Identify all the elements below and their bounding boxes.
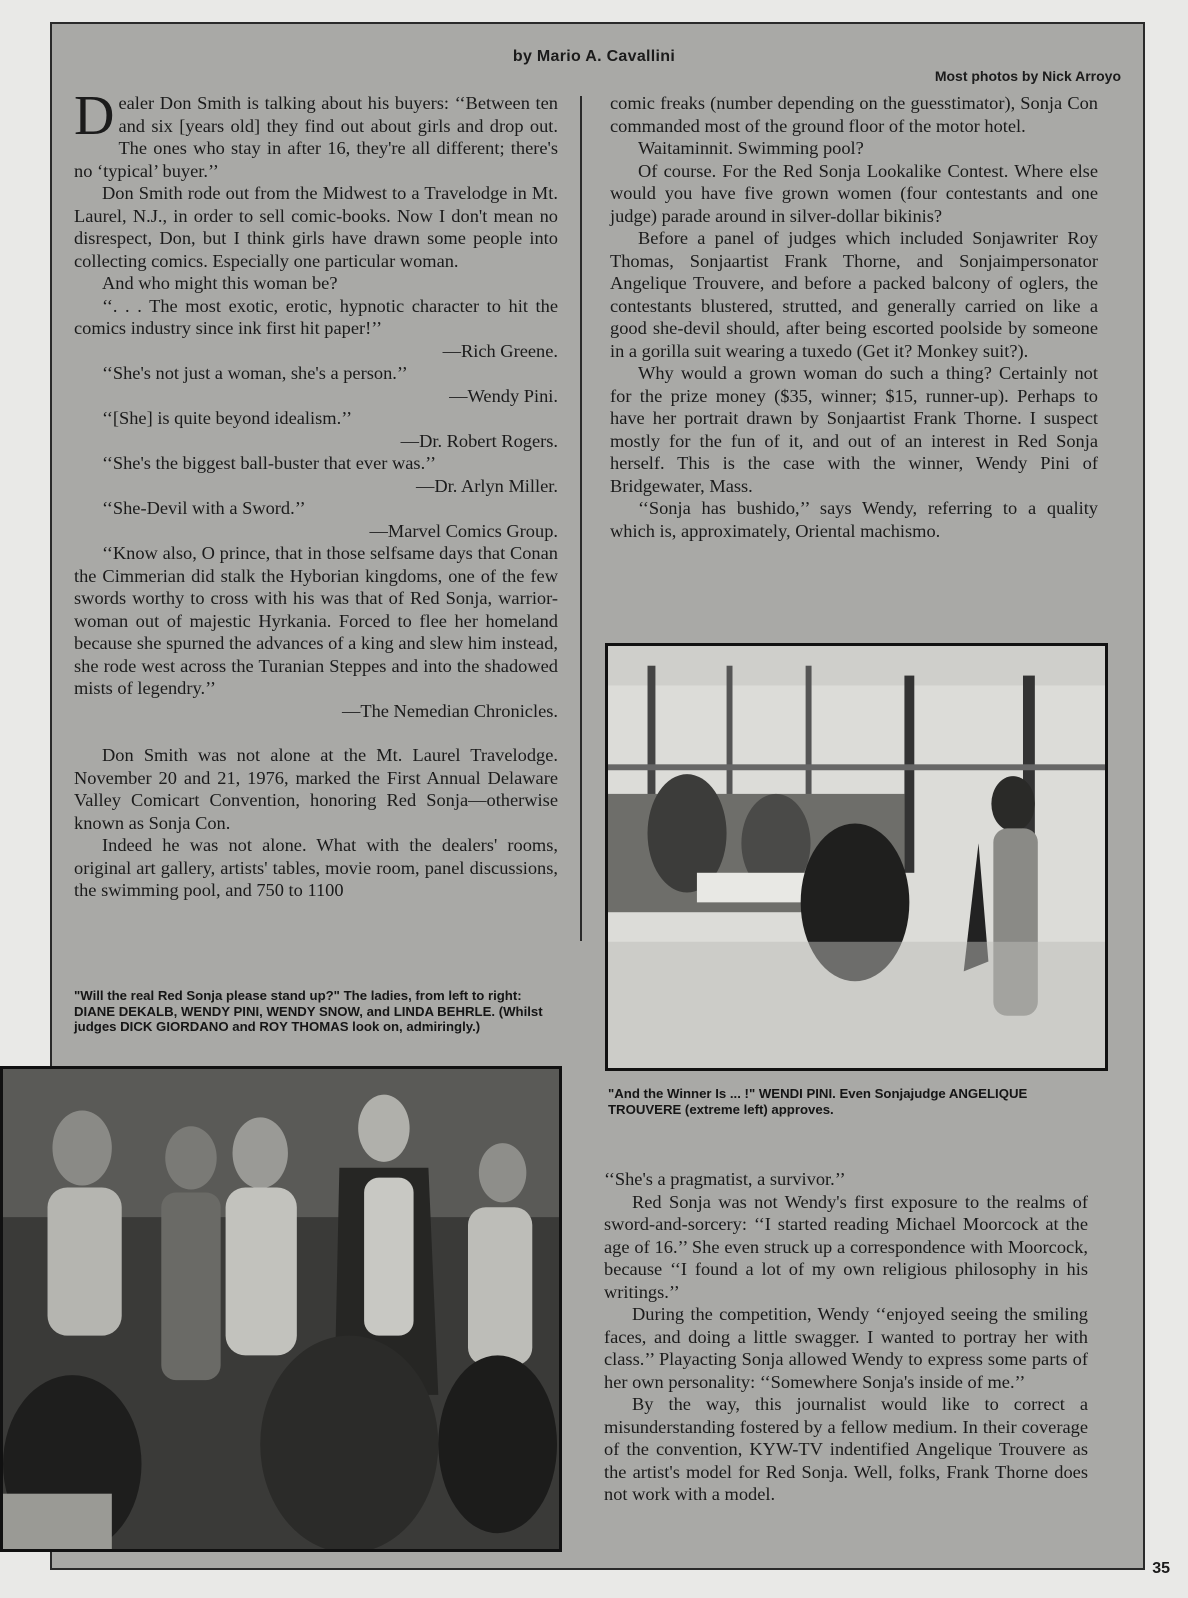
quote-attribution: —Wendy Pini. (449, 385, 558, 406)
article-paragraph: ‘‘She's a pragmatist, a survivor.’’ (604, 1169, 846, 1189)
quote: ‘‘[She] is quite beyond idealism.’’ (102, 408, 353, 428)
article-paragraph: Dealer Don Smith is talking about his buyers: ‘‘Between ten and six [years old] they find out about girls and drop out. The ones who stay in after 16, they're all different; there's no ‘typical’ buyer.’’ (74, 85, 558, 181)
winner-photo-illustration (608, 646, 1105, 1068)
winner-photo (605, 643, 1108, 1071)
quote-attribution: —Rich Greene. (442, 340, 558, 361)
article-paragraph: comic freaks (number depending on the guesstimator), Sonja Con commanded most of the ground floor of the motor hotel. (610, 93, 1098, 136)
quote: ‘‘She's the biggest ball-buster that ever was.’’ (102, 453, 437, 473)
quote: ‘‘Know also, O prince, that in those selfsame days that Conan the Cimmerian did stalk the Hyborian kingdoms, one of the few swords worthy to cross with his was that of Red Sonja, warrior-woman out of majestic Hyrkania. Forced to flee her homeland because she spurned the advances of a king and slew him instead, she rode west across the Turanian Steppes and into the shadowed mists of legendry.’’ (74, 543, 558, 698)
article-paragraph: During the competition, Wendy ‘‘enjoyed seeing the smiling faces, and doing a little swagger. I wanted to portray her with class.’’ Playacting Sonja allowed Wendy to express some parts of her own personality: ‘‘Somewhere Sonja's inside of me.’’ (604, 1304, 1088, 1392)
page-number: 35 (1152, 1560, 1170, 1577)
article-paragraph: Before a panel of judges which included Sonjawriter Roy Thomas, Sonjaartist Frank Thorne, and Sonjaimpersonator Angelique Trouvere, and before a packed balcony of oglers, the contestants blustered, strutted, and generally carried on like a good she-devil should, after being escorted poolside by someone in a gorilla suit wearing a tuxedo (Get it? Monkey suit?). (610, 228, 1098, 361)
article-paragraph: By the way, this journalist would like to correct a misunderstanding fostered by a fellow medium. In their coverage of the convention, KYW-TV indentified Angelique Trouvere as the artist's model for Red Sonja. Well, folks, Frank Thorne does not work with a model. (604, 1394, 1088, 1504)
article-left-column (74, 85, 558, 902)
contestants-photo-illustration (3, 1069, 559, 1549)
contestants-photo (0, 1066, 562, 1552)
article-right-column-bottom (604, 1168, 1088, 1506)
article-right-column-top (610, 92, 1098, 542)
quote-attribution: —Dr. Arlyn Miller. (415, 475, 558, 496)
byline: by Mario A. Cavallini (512, 48, 676, 65)
photo-credit: Most photos by Nick Arroyo (934, 68, 1121, 84)
article-paragraph: Indeed he was not alone. What with the dealers' rooms, original art gallery, artists' tables, movie room, panel discussions, the swimming pool, and 750 to 1100 (74, 835, 558, 900)
quote: ‘‘She-Devil with a Sword.’’ (102, 498, 306, 518)
quote-attribution: —Marvel Comics Group. (369, 520, 558, 541)
photo-caption-right: "And the Winner Is ... !" WENDI PINI. Even Sonjajudge ANGELIQUE TROUVERE (extreme left) approves. (608, 1086, 1028, 1117)
quote: ‘‘. . . The most exotic, erotic, hypnotic character to hit the comics industry since ink first hit paper!’’ (74, 295, 558, 338)
article-paragraph: Waitaminnit. Swimming pool? (638, 138, 864, 158)
article-paragraph: And who might this woman be? (102, 273, 338, 293)
article-paragraph: Of course. For the Red Sonja Lookalike Contest. Where else would you have five grown women (four contestants and one judge) parade around in silver-dollar bikinis? (610, 160, 1098, 226)
quote: ‘‘She's not just a woman, she's a person.’’ (102, 363, 408, 383)
column-rule (580, 96, 582, 941)
article-paragraph: ‘‘Sonja has bushido,’’ says Wendy, referring to a quality which is, approximately, Oriental machismo. (610, 498, 1098, 541)
article-paragraph: Don Smith rode out from the Midwest to a Travelodge in Mt. Laurel, N.J., in order to sell comic-books. Now I don't mean no disrespect, Don, but I think girls have drawn some people into collecting comics. Especially one particular woman. (74, 183, 558, 271)
quote-attribution: —Dr. Robert Rogers. (400, 430, 558, 451)
article-paragraph: Red Sonja was not Wendy's first exposure to the realms of sword-and-sorcery: ‘‘I started reading Michael Moorcock at the age of 16.’’ She even struck up a correspondence with Moorcock, because ‘‘I found a lot of my own religious philosophy in his writings.’’ (604, 1191, 1088, 1302)
photo-caption-left: "Will the real Red Sonja please stand up?" The ladies, from left to right: DIANE DEKALB, WENDY PINI, WENDY SNOW, and LINDA BEHRLE. (Whilst judges DICK GIORDANO and ROY THOMAS look on, admiringly.) (74, 988, 543, 1034)
article-paragraph: Why would a grown woman do such a thing? Certainly not for the prize money ($35, winner; $15, runner-up). Perhaps to have her portrait drawn by Sonjaartist Frank Thorne. I suspect mostly for the fun of it, and out of an interest in Red Sonja herself. This is the case with the winner, Wendy Pini of Bridgewater, Mass. (610, 363, 1098, 496)
drop-cap: D (74, 85, 115, 147)
quote-attribution: —The Nemedian Chronicles. (341, 700, 558, 721)
article-paragraph: Don Smith was not alone at the Mt. Laurel Travelodge. November 20 and 21, 1976, marked the First Annual Delaware Valley Comicart Convention, honoring Red Sonja—otherwise known as Sonja Con. (74, 745, 558, 833)
